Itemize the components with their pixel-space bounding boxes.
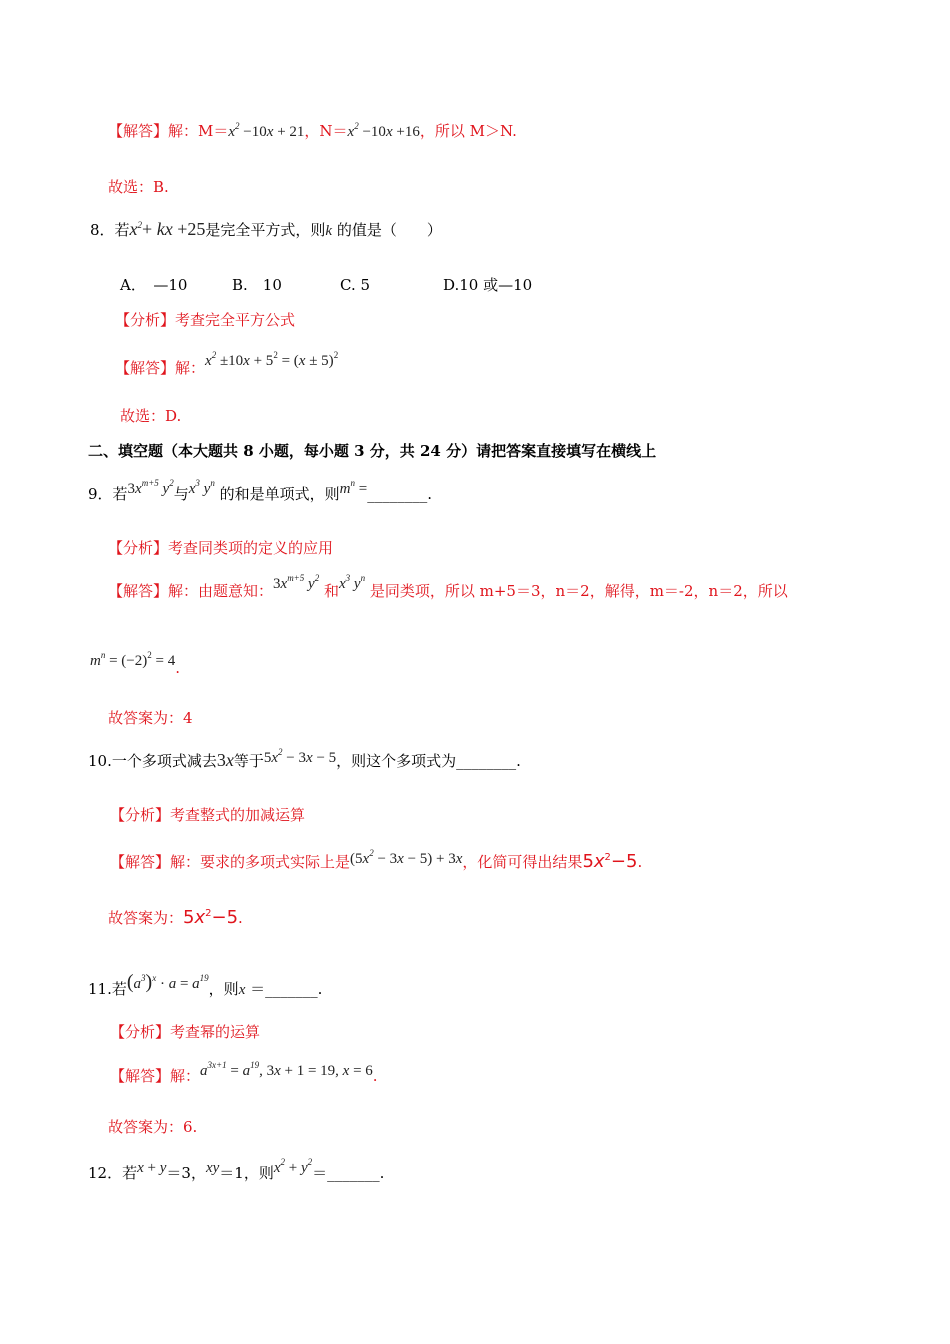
answer-suffix: ，所以 M＞N. [419,122,517,140]
q8-number: 8．若 [90,221,130,239]
q9-expression-2: $x^3$ $y^n$ [188,478,215,497]
q12-expression-2: xy [205,1160,220,1176]
q11-stem-mid: ，则 [208,980,239,998]
q9-result-end: . [175,659,181,677]
q10-answer-mid: ，化简可得出结果 [462,853,583,871]
q9-answer-mid: 和 [323,582,339,600]
q11-stem [88,971,323,1000]
q10-stem-suffix: ，则这个多项式为________. [336,752,521,770]
q8-stem-suffix: 的值是（ ） [336,221,442,239]
q12-expression-1: x + y [137,1160,167,1176]
q12-mid-1: ＝3， [166,1164,206,1182]
m-expression: $x^2 -10x + 21$ [228,121,305,140]
q10-final [108,904,243,928]
q8-stem-mid: 是完全平方式，则 [205,221,326,239]
q10-final-label: 故答案为： [108,909,184,927]
answer-label: 【解答】解： [115,359,206,377]
q9-end: . [427,485,432,503]
q12-suffix: ＝_______. [312,1164,385,1182]
q9-stem-mid2: 的和是单项式，则 [219,485,340,503]
q10-final-end: . [238,909,243,927]
q9-stem-mid: 与 [173,485,189,503]
q8-option-a: A． —10 [120,276,188,294]
answer-label: 【解答】解：M＝ [108,122,229,140]
section-heading: 二、填空题（本大题共 8 小题，每小题 3 分，共 24 分）请把答案直接填写在横线上 [88,442,657,460]
q11-analysis: 【分析】考查幂的运算 [110,1023,261,1041]
q12-stem [88,1157,385,1184]
q10-answer-end: . [637,853,643,871]
q12-expression-3: $x^2 + y^2$ [273,1157,313,1176]
q11-answer-end: . [372,1067,378,1085]
q11-number: 11.若 [88,980,127,998]
q9-result-expression: $m^n = (-2)^2 = 4$ [90,650,176,669]
q9-answer-expression-2: $x^3$ $y^n$ [338,573,366,592]
q9-answer-expression-1: $3x^{m+5}$ $y^2$ [273,573,320,592]
q10-expression-2: $5x^2 - 3x - 5$ [263,747,337,766]
q10-final-expression: $5x^2-5$ [183,907,239,928]
q11-variable: x [238,982,246,998]
q10-answer-line [110,848,642,873]
answer-label: 【解答】解：要求的多项式实际上是 [110,853,351,871]
q8-option-d: D.10 或—10 [443,276,533,294]
q9-blank: ________ [367,485,428,503]
q9-stem [88,478,432,505]
q8-answer-line [115,350,339,379]
q8-option-c: C. 5 [340,276,371,294]
q8-stem [90,219,442,241]
q9-expression-3: $m^n$ = [339,478,368,497]
q7-answer-line [108,121,517,142]
q8-analysis: 【分析】考查完全平方公式 [115,311,296,329]
n-expression: $x^2 -10x +16$ [347,121,420,140]
q9-analysis: 【分析】考查同类项的定义的应用 [108,539,334,557]
q9-expression-1: $3x^{m+5}$ $y^2$ [127,478,174,497]
q8-answer-expression: $x^2 \pm 10x + 5^2 = (x \pm 5)^2$ [205,350,339,369]
q9-answer-line [108,573,788,602]
q9-number: 9．若 [88,485,128,503]
q9-answer-suffix: 是同类项，所以 m+5＝3，n＝2，解得，m＝-2，n＝2，所以 [369,582,788,600]
q10-stem-mid: 等于 [233,752,264,770]
q11-stem-suffix: ＝_______. [250,980,323,998]
q11-answer-expression: $a^{3x+1} = a^{19}$, 3x + 1 = 19, x = 6 [200,1060,373,1079]
q8-expression: $x^2+$ kx +25 [129,219,206,239]
q11-final: 故答案为：6. [108,1118,198,1136]
q8-variable: k [325,223,333,239]
q11-answer-line [110,1060,378,1087]
q10-answer-expression: $(5x^2 - 3x - 5) + 3x$ [350,848,463,867]
q8-choice: 故选：D. [120,407,182,425]
q10-answer-result: $5x^2-5$ [582,851,638,872]
answer-label: 【解答】解：由题意知： [108,582,274,600]
answer-label: 【解答】解： [110,1067,201,1085]
q9-result-line [90,650,181,677]
answer-mid: ，N＝ [304,122,348,140]
q8-option-b: B. 10 [232,276,282,294]
q10-stem [88,747,521,772]
q12-mid-2: ＝1，则 [219,1164,274,1182]
q10-expression-1: 3x [216,750,234,770]
q9-final: 故答案为：4 [108,709,193,727]
q11-expression: $(a^3)^x \cdot a = a^{19}$ [126,971,209,993]
q10-number: 10.一个多项式减去 [88,752,217,770]
q12-number: 12．若 [88,1164,138,1182]
q7-choice: 故选：B. [108,178,169,196]
q10-analysis: 【分析】考查整式的加减运算 [110,806,306,824]
